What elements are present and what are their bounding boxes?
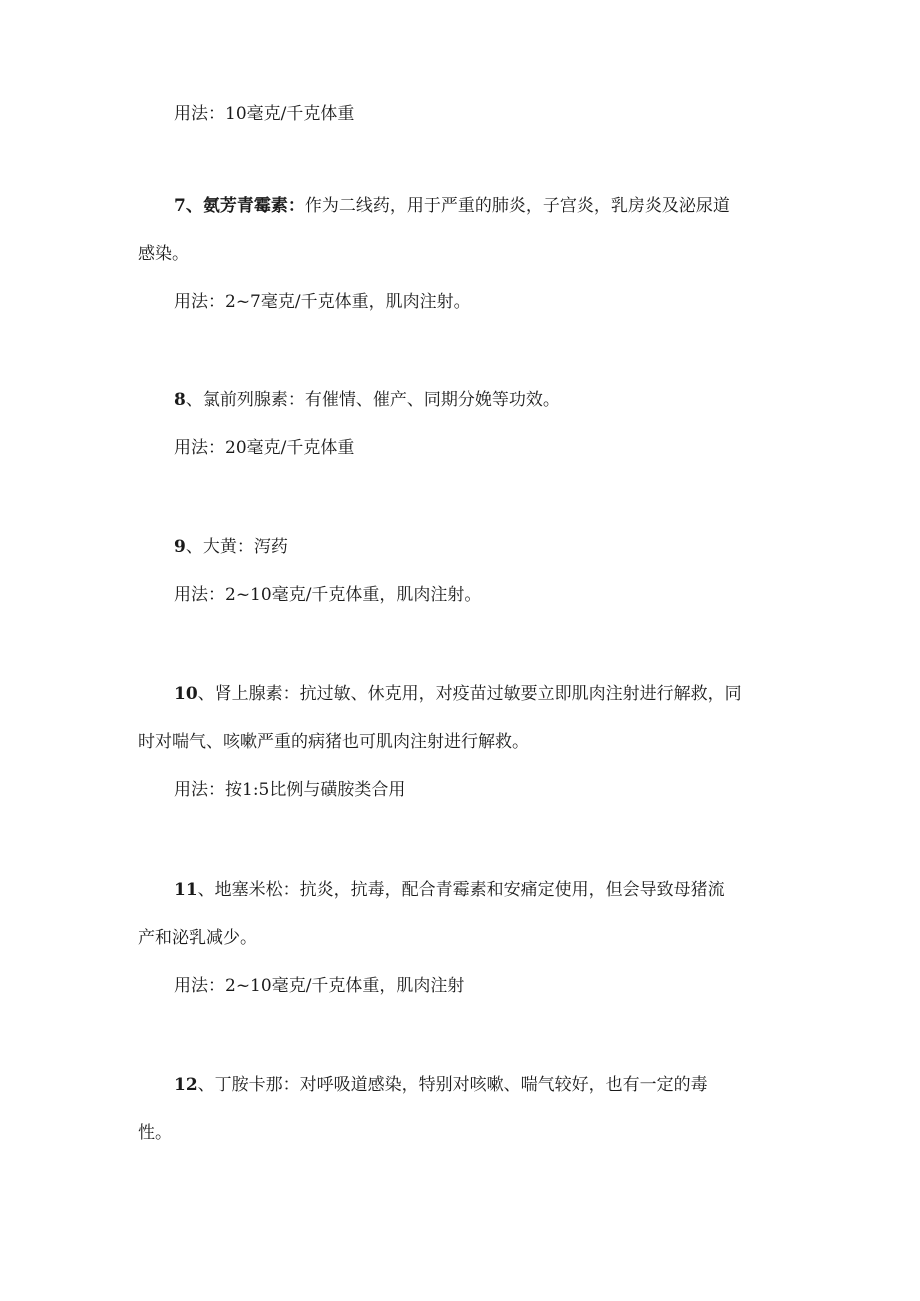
item-11-number: 11 xyxy=(174,880,198,900)
item-7-line-1 xyxy=(174,194,824,218)
item-12-line-2: 性。 xyxy=(138,1123,172,1143)
usage-item-11: 用法：2~10毫克/千克体重，肌肉注射 xyxy=(174,976,465,996)
item-9-line-1 xyxy=(174,535,824,559)
item-11-line-2: 产和泌乳减少。 xyxy=(138,928,257,948)
item-7-number: 7 xyxy=(174,196,186,216)
item-7-line-2: 感染。 xyxy=(138,244,189,264)
item-9-number: 9 xyxy=(174,537,186,557)
usage-item-6: 用法：10毫克/千克体重 xyxy=(174,104,355,124)
item-10-description: 、肾上腺素：抗过敏、休克用，对疫苗过敏要立即肌肉注射进行解救，同 xyxy=(197,684,742,704)
item-9-description: 、大黄：泻药 xyxy=(185,537,288,557)
usage-item-7: 用法：2~7毫克/千克体重，肌肉注射。 xyxy=(174,292,471,312)
item-12-number: 12 xyxy=(174,1075,198,1095)
usage-item-9: 用法：2~10毫克/千克体重，肌肉注射。 xyxy=(174,585,482,605)
item-10-line-2: 时对喘气、咳嗽严重的病猪也可肌肉注射进行解救。 xyxy=(138,732,529,752)
item-11-line-1 xyxy=(174,878,824,902)
item-8-line-1 xyxy=(174,388,824,412)
item-11-description: 、地塞米松：抗炎，抗毒，配合青霉素和安痛定使用，但会导致母猪流 xyxy=(197,880,725,900)
usage-item-8: 用法：20毫克/千克体重 xyxy=(174,438,355,458)
item-10-number: 10 xyxy=(174,684,198,704)
item-8-number: 8 xyxy=(174,390,186,410)
item-7-description: 作为二线药，用于严重的肺炎，子宫炎，乳房炎及泌尿道 xyxy=(304,196,730,216)
usage-item-10: 用法：按1:5比例与磺胺类合用 xyxy=(174,780,406,800)
item-12-line-1 xyxy=(174,1073,824,1097)
item-12-description: 、丁胺卡那：对呼吸道感染，特别对咳嗽、喘气较好，也有一定的毒 xyxy=(197,1075,708,1095)
item-10-line-1 xyxy=(174,682,824,706)
item-8-description: 、氯前列腺素：有催情、催产、同期分娩等功效。 xyxy=(185,390,560,410)
item-7-name: 、氨芳青霉素： xyxy=(185,196,305,216)
